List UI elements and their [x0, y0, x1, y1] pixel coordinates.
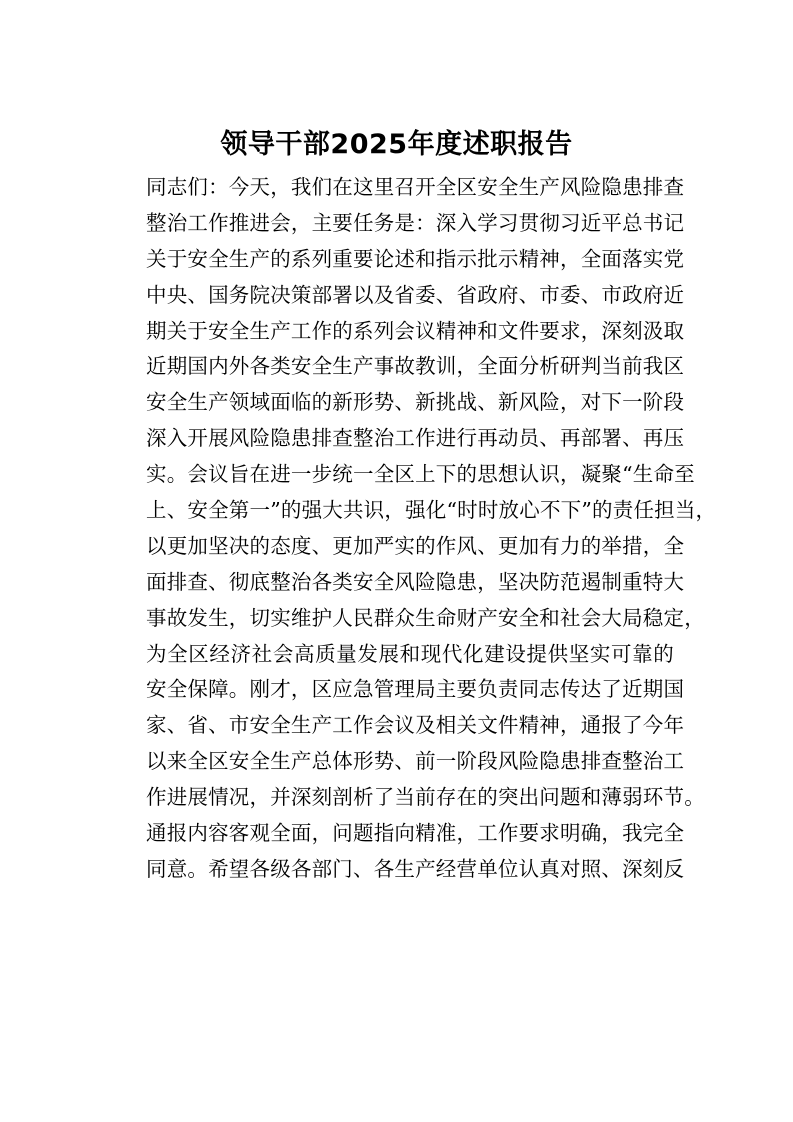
body-line: 近期国内外各类安全生产事故教训，全面分析研判当前我区 — [146, 354, 685, 379]
body-line: 家、省、市安全生产工作会议及相关文件精神，通报了今年 — [146, 713, 685, 738]
body-line: 安全保障。刚才，区应急管理局主要负责同志传达了近期国 — [146, 677, 685, 702]
body-line: 上、安全第一”的强大共识，强化“时时放心不下”的责任担当， — [146, 498, 717, 523]
body-line: 中央、国务院决策部署以及省委、省政府、市委、市政府近 — [146, 282, 685, 307]
body-line: 通报内容客观全面，问题指向精准，工作要求明确，我完全 — [146, 821, 685, 846]
body-line: 安全生产领域面临的新形势、新挑战、新风险，对下一阶段 — [146, 390, 685, 415]
document-title: 领导干部2025年度述职报告 — [220, 129, 573, 160]
body-line: 为全区经济社会高质量发展和现代化建设提供坚实可靠的 — [146, 641, 674, 666]
body-line: 深入开展风险隐患排查整治工作进行再动员、再部署、再压 — [146, 426, 685, 451]
body-line: 同意。希望各级各部门、各生产经营单位认真对照、深刻反 — [146, 856, 685, 881]
body-line: 整治工作推进会，主要任务是：深入学习贯彻习近平总书记 — [146, 210, 685, 235]
body-line: 关于安全生产的系列重要论述和指示批示精神，全面落实党 — [146, 246, 685, 271]
document-body — [146, 170, 717, 888]
body-line: 作进展情况，并深刻剖析了当前存在的突出问题和薄弱环节。 — [146, 785, 705, 810]
body-line: 面排查、彻底整治各类安全风险隐患，坚决防范遏制重特大 — [146, 569, 685, 594]
body-line: 实。会议旨在进一步统一全区上下的思想认识，凝聚“生命至 — [146, 462, 695, 487]
body-line: 以更加坚决的态度、更加严实的作风、更加有力的举措，全 — [146, 533, 685, 558]
body-line: 以来全区安全生产总体形势、前一阶段风险隐患排查整治工 — [146, 749, 685, 774]
body-line: 事故发生，切实维护人民群众生命财产安全和社会大局稳定， — [146, 605, 705, 630]
body-line: 期关于安全生产工作的系列会议精神和文件要求，深刻汲取 — [146, 318, 685, 343]
body-line: 同志们：今天，我们在这里召开全区安全生产风险隐患排查 — [146, 175, 685, 199]
